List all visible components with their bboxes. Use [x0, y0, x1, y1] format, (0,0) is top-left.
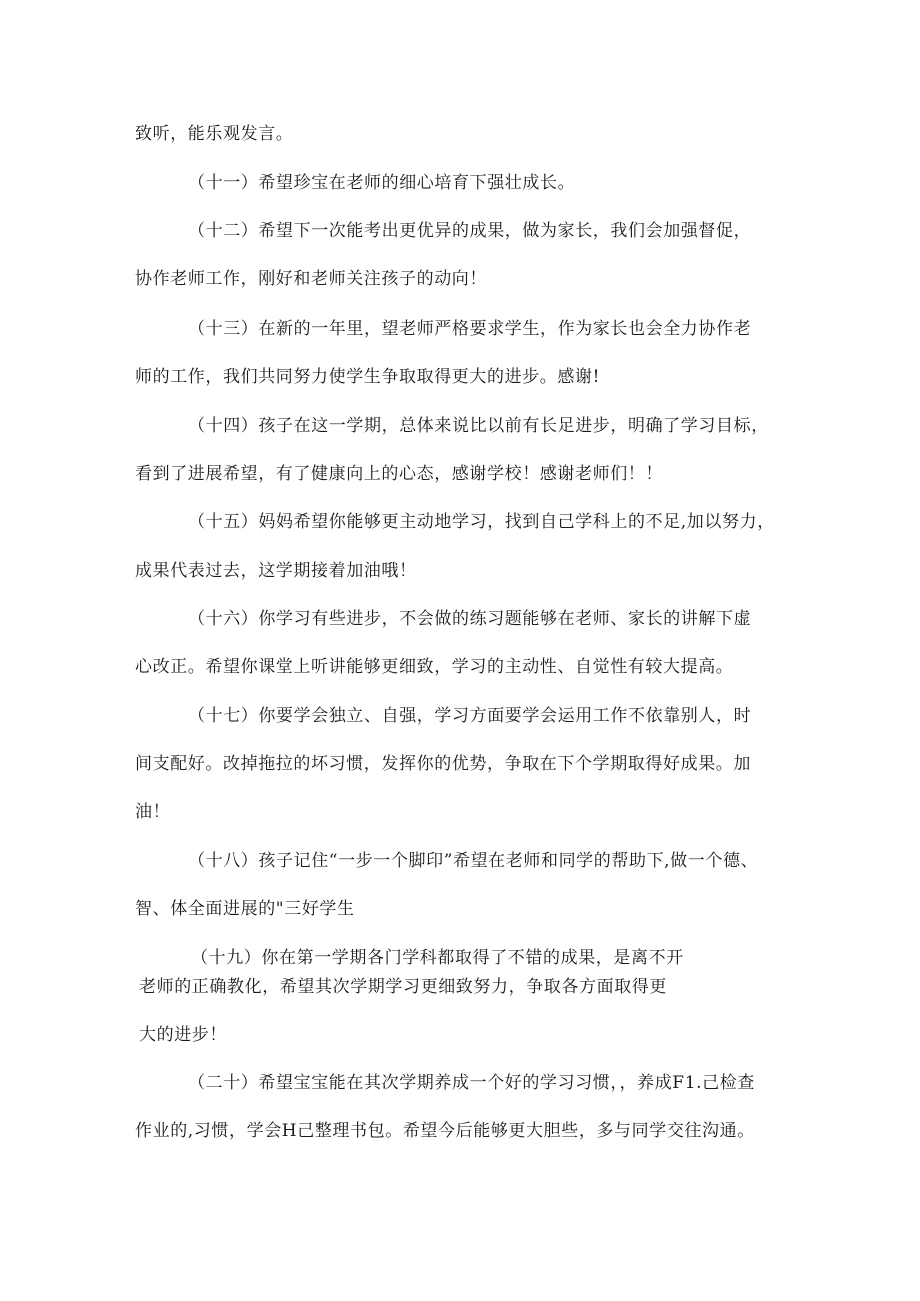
text-line: （十四）孩子在这一学期，总体来说比以前有长足进步，明确了学习目标，	[188, 416, 769, 436]
text-line: （十八）孩子记住“一步一个脚印”希望在老师和同学的帮助下,做一个德、	[188, 851, 759, 871]
text-line: 智、体全面进展的"三好学生	[135, 899, 355, 919]
text-line: （十一）希望珍宝在老师的细心培育下强壮成长。	[188, 173, 576, 193]
text-line: 师的工作，我们共同努力使学生争取取得更大的进步。感谢!	[135, 367, 601, 387]
text-line: 看到了进展希望，有了健康向上的心态，感谢学校！感谢老师们！！	[135, 464, 663, 484]
text-line: 致听，能乐观发言。	[135, 124, 294, 144]
text-line: （十二）希望下一次能考出更优异的成果，做为家长，我们会加强督促，	[188, 221, 752, 241]
text-line: （二十）希望宝宝能在其次学期养成一个好的学习习惯，，养成F1.己检查	[188, 1073, 755, 1093]
text-line: （十五）妈妈希望你能够更主动地学习，找到自己学科上的不足,加以努力，	[188, 512, 775, 532]
text-line: （十七）你要学会独立、自强，学习方面要学会运用工作不依靠别人，时	[188, 706, 752, 726]
text-line: （十三）在新的一年里，望老师严格要求学生，作为家长也会全力协作老	[188, 319, 752, 339]
text-line: 成果代表过去，这学期接着加油哦！	[135, 561, 417, 581]
text-line: 作业的,习惯，学会H己整理书包。希望今后能够更大胆些，多与同学交往沟通。	[135, 1121, 755, 1141]
text-line: 心改正。希望你课堂上听讲能够更细致，学习的主动性、自觉性有较大提高。	[135, 657, 734, 677]
text-line: （十六）你学习有些进步，不会做的练习题能够在老师、家长的讲解下虚	[188, 609, 752, 629]
text-line: 大的进步！	[139, 1025, 227, 1045]
text-line: 协作老师工作，刚好和老师关注孩子的动向！	[135, 269, 487, 289]
text-line: 间支配好。改掉拖拉的坏习惯，发挥你的优势，争取在下个学期取得好成果。加	[135, 754, 751, 774]
text-line: 油！	[135, 802, 171, 822]
text-line: （十九）你在第一学期各门学科都取得了不错的成果，是离不开	[191, 948, 684, 968]
text-line: 老师的正确教化，希望其次学期学习更细致努力，争取各方面取得更	[139, 977, 667, 997]
